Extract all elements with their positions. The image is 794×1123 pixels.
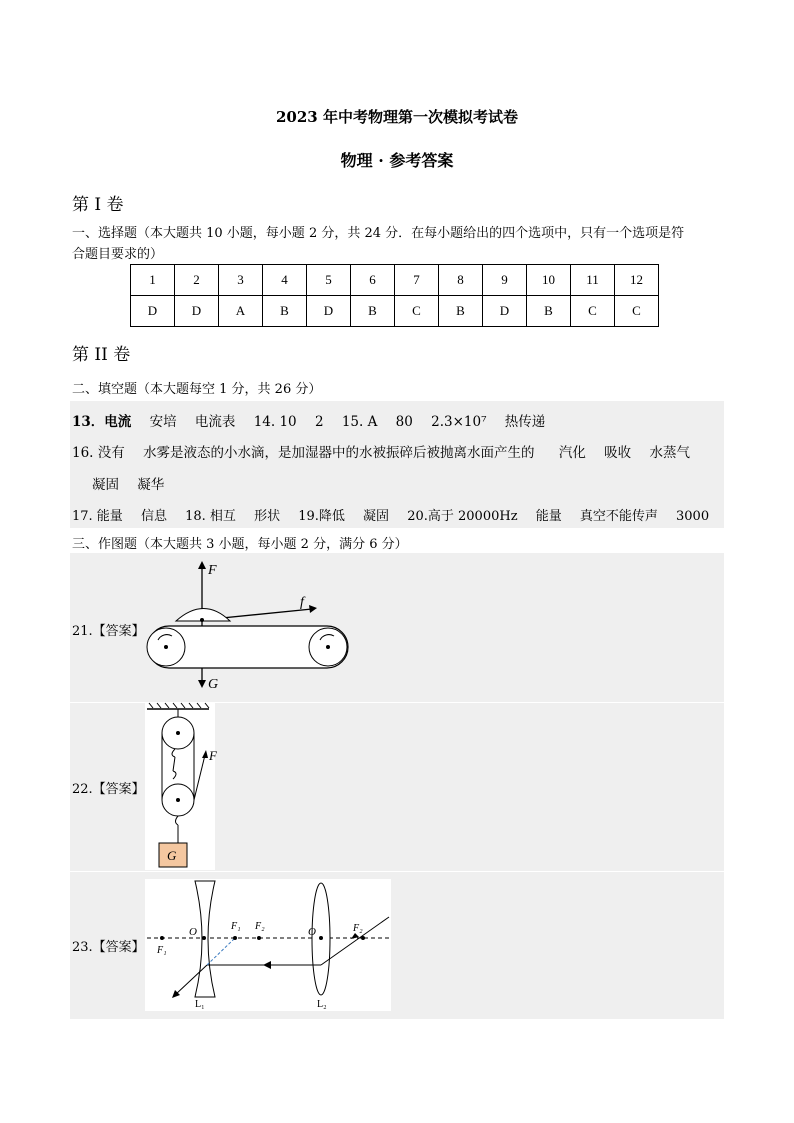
answer-text: 真空不能传声 bbox=[579, 509, 658, 524]
table-cell: 11 bbox=[571, 265, 615, 296]
answer-text: 14. 10 bbox=[253, 414, 297, 430]
answer-text: 凝固 bbox=[92, 477, 119, 493]
answer-text: 凝华 bbox=[137, 477, 165, 493]
pulley-diagram bbox=[145, 703, 215, 870]
lens-L2-label: L₂ bbox=[317, 999, 327, 1010]
pulley-force-label: F bbox=[209, 748, 217, 763]
answer-text: 2 bbox=[314, 414, 324, 430]
answer-text: 信息 bbox=[140, 509, 167, 524]
part2-heading: 第 II 卷 bbox=[72, 345, 131, 365]
answer-text: 凝固 bbox=[363, 509, 390, 524]
answer-text: 13．电流 bbox=[72, 414, 132, 430]
draw-heading: 三、作图题（本大题共 3 小题，每小题 2 分，满分 6 分） bbox=[72, 537, 408, 552]
conveyor-belt-diagram bbox=[140, 556, 360, 696]
optical-center-label: O bbox=[308, 926, 316, 938]
focus-label: F₂ bbox=[255, 921, 265, 932]
answer-text: 汽化 bbox=[558, 445, 586, 461]
table-cell: 5 bbox=[307, 265, 351, 296]
table-cell: 7 bbox=[395, 265, 439, 296]
table-cell: D bbox=[175, 296, 219, 327]
fill-heading: 二、填空题（本大题每空 1 分，共 26 分） bbox=[72, 382, 322, 397]
table-cell: A bbox=[219, 296, 263, 327]
table-cell: C bbox=[615, 296, 659, 327]
optical-center-label: O bbox=[189, 926, 197, 938]
force-F-label: F bbox=[208, 563, 217, 578]
answer-text: 19.降低 bbox=[298, 509, 345, 524]
table-cell: 9 bbox=[483, 265, 527, 296]
focus-label: F₁ bbox=[231, 921, 241, 932]
answer-text: 水雾是液态的小水滴，是加湿器中的水被振碎后被抛离水面产生的 bbox=[143, 445, 535, 461]
lens-diagram bbox=[145, 879, 391, 1011]
table-cell: 1 bbox=[131, 265, 175, 296]
focus-label: F₁ bbox=[157, 945, 167, 956]
focus-label: F₂ bbox=[353, 923, 363, 934]
answer-table-numbers bbox=[131, 265, 659, 296]
fill-row-2 bbox=[72, 441, 704, 461]
page-title: 2023 年中考物理第一次模拟考试卷 bbox=[276, 108, 518, 126]
answer-table-answers bbox=[131, 296, 659, 327]
friction-f-label: f bbox=[300, 595, 304, 610]
fill-row-3 bbox=[92, 473, 178, 493]
fill-row-1 bbox=[72, 410, 559, 430]
answer-text: 15. A bbox=[341, 414, 378, 430]
answer-text: 20.高于 20000Hz bbox=[407, 509, 518, 524]
answer-text: 能量 bbox=[535, 509, 562, 524]
table-cell: 4 bbox=[263, 265, 307, 296]
answer-text: 80 bbox=[395, 414, 413, 430]
table-cell: D bbox=[483, 296, 527, 327]
part1-heading: 第 I 卷 bbox=[72, 195, 124, 215]
choice-instruction-1: 一、选择题（本大题共 10 小题，每小题 2 分，共 24 分．在每小题给出的四个选项中，只有一个选项是符 bbox=[72, 226, 685, 241]
table-cell: C bbox=[395, 296, 439, 327]
answer-text: 17. 能量 bbox=[72, 509, 123, 524]
lens-L1-label: L₁ bbox=[195, 999, 205, 1010]
answer-text: 18. 相互 bbox=[185, 509, 236, 524]
answer-table bbox=[130, 264, 659, 327]
fill-row-4 bbox=[72, 505, 723, 524]
gravity-G-label: G bbox=[208, 677, 219, 692]
answer-text: 电流表 bbox=[194, 414, 236, 430]
table-cell: D bbox=[307, 296, 351, 327]
answer-text: 安培 bbox=[149, 414, 177, 430]
page-subtitle: 物理 · 参考答案 bbox=[340, 151, 454, 170]
table-cell: D bbox=[131, 296, 175, 327]
q22-label: 22.【答案】 bbox=[72, 782, 145, 797]
q23-label: 23.【答案】 bbox=[72, 940, 145, 955]
table-cell: 3 bbox=[219, 265, 263, 296]
table-cell: B bbox=[351, 296, 395, 327]
answer-text: 3000 bbox=[676, 509, 710, 524]
answer-text: 水蒸气 bbox=[649, 445, 690, 461]
divider bbox=[70, 871, 724, 872]
table-cell: 6 bbox=[351, 265, 395, 296]
table-cell: 12 bbox=[615, 265, 659, 296]
choice-instruction-2: 合题目要求的） bbox=[72, 247, 164, 262]
answer-text: 2.3×10⁷ bbox=[431, 414, 487, 430]
answer-text: 吸收 bbox=[604, 445, 632, 461]
table-cell: B bbox=[439, 296, 483, 327]
weight-G-label: G bbox=[167, 848, 177, 863]
table-cell: B bbox=[527, 296, 571, 327]
answer-text: 16. 没有 bbox=[72, 445, 125, 461]
answer-text: 形状 bbox=[254, 509, 281, 524]
table-cell: 2 bbox=[175, 265, 219, 296]
table-cell: B bbox=[263, 296, 307, 327]
table-cell: 10 bbox=[527, 265, 571, 296]
q21-label: 21.【答案】 bbox=[72, 624, 145, 639]
table-cell: C bbox=[571, 296, 615, 327]
table-cell: 8 bbox=[439, 265, 483, 296]
answer-text: 热传递 bbox=[504, 414, 546, 430]
